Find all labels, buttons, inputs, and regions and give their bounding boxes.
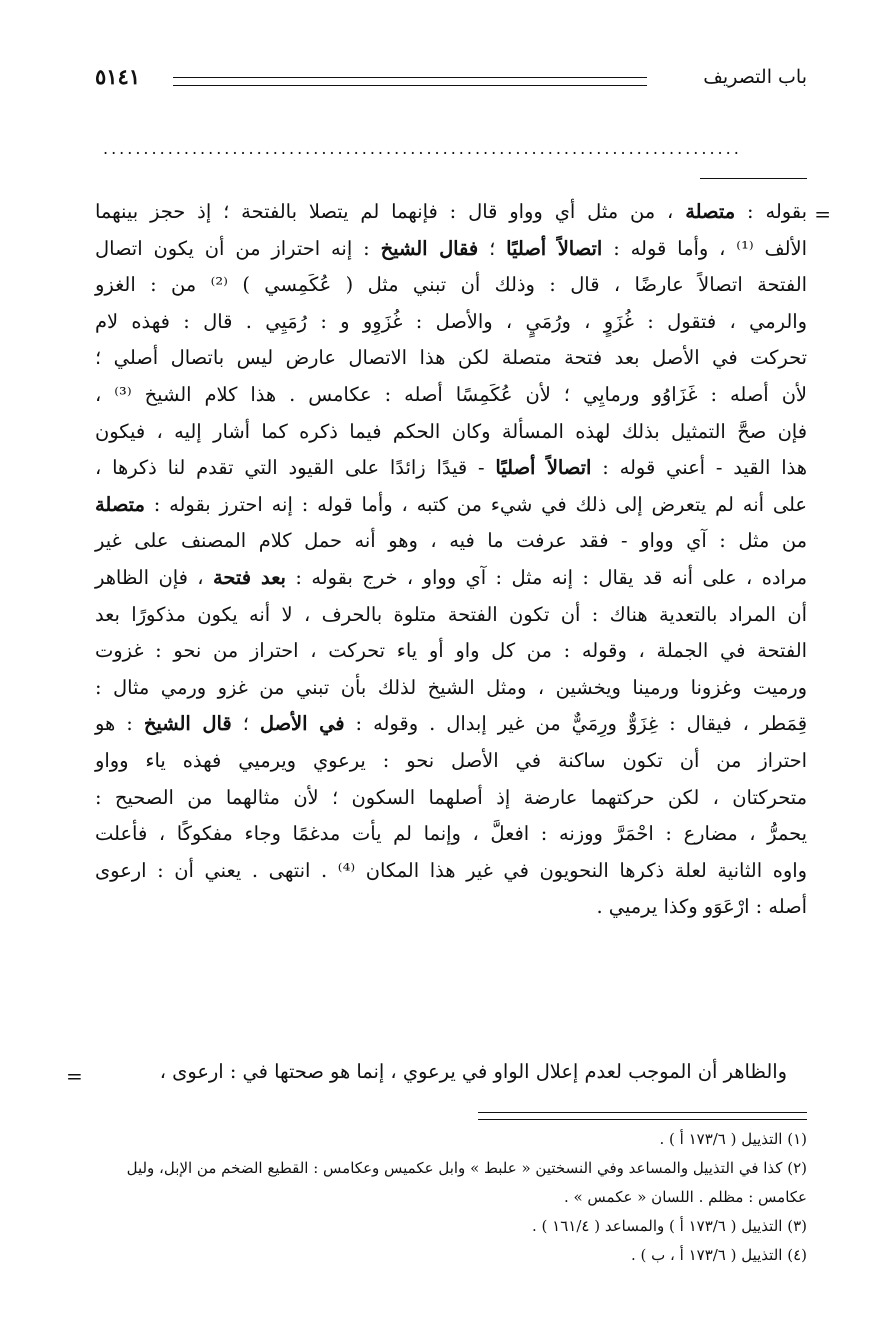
- text-segment: قِمَطر ، فيقال : غِزَوٌّ ورِمَيٌّ من غير إبدال . وقوله :: [344, 712, 807, 736]
- text-line: [95, 487, 807, 524]
- bold-term: متصلة: [685, 200, 736, 223]
- text-line: [95, 670, 807, 707]
- text-segment: الفتحة اتصالاً عارضًا ، قال : وذلك أن تبني مثل ( عُكَمِسي ) ⁽²⁾ من : الغزو: [95, 273, 807, 297]
- text-line: [95, 267, 807, 304]
- short-rule: [700, 178, 807, 179]
- text-line: [95, 816, 807, 853]
- chapter-title: باب التصريف: [703, 66, 807, 88]
- bold-term: فقال الشيخ: [380, 236, 479, 260]
- text-segment: على أنه لم يتعرض إلى ذلك في شيء من كتبه ، وأما قوله : إنه احترز بقوله :: [144, 492, 807, 516]
- text-line: [95, 194, 807, 231]
- dotted-separator: ...............................................................................: [103, 142, 742, 156]
- text-segment: مراده ، على أنه قد يقال : إنه مثل : آي وواو ، خرج بقوله :: [285, 565, 807, 589]
- text-line: [95, 560, 807, 597]
- footnotes: [95, 1125, 807, 1270]
- text-segment: لأن أصله : غَزَاوُو ورمايِي ؛ لأن عُكَمِسًا أصله : عكامس . هذا كلام الشيخ ⁽³⁾ ،: [95, 382, 807, 406]
- text-segment: تحركت في الأصل بعد فتحة متصلة لكن هذا الاتصال عارض ليس باتصال أصلي ؛: [95, 346, 807, 370]
- bold-term: اتصالاً أصليًا: [506, 236, 603, 260]
- text-segment: والرمي ، فتقول : غُزَوٍ ، ورُمَيٍ ، والأصل : غُزَوِو و : رُمَيِي . قال : فهذه لام: [95, 309, 807, 333]
- text-segment: الفتحة في الجملة ، وقوله : من كل واو أو ياء تحركت ، احتراز من نحو : غزوت: [95, 639, 807, 663]
- text-segment: ورميت وغزونا ورمينا ويخشين ، ومثل الشيخ لذلك بأن تبني من غزو ورمي مثال :: [95, 675, 807, 699]
- header-double-rule: [173, 77, 647, 86]
- paragraph-last-line: والظاهر أن الموجب لعدم إعلال الواو في يرعوي ، إنما هو صحتها في : ارعوى ،: [159, 1060, 787, 1083]
- page-number: ٥١٤١: [95, 64, 141, 89]
- text-segment: من مثل : آي وواو - فقد عرفت ما فيه ، وهو أنه حمل كلام المصنف على غير: [95, 529, 807, 553]
- text-segment: : هو: [95, 712, 144, 736]
- bold-term: قال الشيخ: [143, 712, 232, 736]
- text-line: [95, 780, 807, 817]
- text-segment: بقوله :: [735, 200, 807, 223]
- bold-term: اتصالاً أصليًا: [495, 456, 592, 480]
- text-line: [95, 633, 807, 670]
- text-line: [95, 450, 807, 487]
- footnote: (٣) التذييل ( ١٧٣/٦ أ ) والمساعد ( ١٦١/٤ ) .: [532, 1217, 807, 1235]
- continuation-mark-start: =: [814, 202, 831, 226]
- text-segment: ؛: [478, 236, 507, 260]
- text-line: [95, 523, 807, 560]
- bold-term: متصلة: [95, 492, 145, 516]
- bold-term: بعد فتحة: [212, 565, 286, 589]
- text-line: [95, 889, 807, 926]
- text-segment: الألف ⁽¹⁾ ، وأما قوله :: [602, 236, 807, 260]
- text-segment: ؛: [231, 712, 260, 736]
- text-segment: يحمرُّ ، مضارع : احْمَرَّ ووزنه : افعلَّ ، وإنما لم يأت مدغمًا وجاء مفكوكًا ، فأعلت: [95, 822, 807, 846]
- text-segment: : إنه احتراز من أن يكون اتصال: [95, 236, 381, 260]
- text-segment: ، من مثل أي وواو قال : فإنهما لم يتصلا بالفتحة ؛ إذ حجز بينهما: [95, 200, 686, 223]
- footnote: (٢) كذا في التذييل والمساعد وفي النسختين « علبط » وابل عكميس وعكامس : القطيع الضخم من الإبل، وليل عكامس : مظلم . اللسان « عكمس » .: [126, 1159, 807, 1206]
- continuation-mark-end: =: [66, 1064, 83, 1088]
- running-header: [95, 64, 807, 98]
- text-line: [95, 706, 807, 743]
- bold-term: في الأصل: [259, 712, 345, 736]
- text-segment: - قيدًا زائدًا على القيود التي تقدم لنا ذكرها ،: [95, 456, 496, 480]
- footnote-separator: [478, 1112, 807, 1120]
- text-segment: فإن صحَّ التمثيل بذلك لهذه المسألة وكان الحكم فيما ذكره كما أشار إليه ، فيكون: [95, 419, 807, 443]
- text-line: [95, 414, 807, 451]
- text-line: [95, 340, 807, 377]
- text-line: [95, 304, 807, 341]
- text-segment: متحركتان ، لكن حركتهما عارضة إذ أصلهما السكون ؛ لأن مثالهما من الصحيح :: [95, 785, 807, 809]
- text-segment: هذا القيد - أعني قوله :: [591, 456, 808, 480]
- text-line: [95, 377, 807, 414]
- text-line: [95, 231, 807, 268]
- footnote: (١) التذييل ( ١٧٣/٦ أ ) .: [659, 1130, 807, 1148]
- text-segment: أن المراد بالتعدية هناك : أن تكون الفتحة متلوة بالحرف ، لا أنه يكون مذكورًا بعد: [95, 602, 807, 626]
- text-line: [95, 743, 807, 780]
- text-line: [95, 853, 807, 890]
- main-text: [95, 194, 807, 926]
- footnote: (٤) التذييل ( ١٧٣/٦ أ ، ب ) .: [630, 1246, 807, 1264]
- text-segment: أصله : ارْعَوَو وكذا يرميي .: [596, 895, 807, 919]
- text-line: [95, 597, 807, 634]
- text-segment: احتراز من أن تكون ساكنة في الأصل نحو : يرعوي ويرميي فهذه ياء وواو: [95, 748, 807, 772]
- text-segment: واوه الثانية لعلة ذكرها النحويون في غير هذا المكان ⁽⁴⁾ . انتهى . يعني أن : ارعوى: [95, 858, 807, 882]
- text-segment: ، فإن الظاهر: [95, 565, 213, 589]
